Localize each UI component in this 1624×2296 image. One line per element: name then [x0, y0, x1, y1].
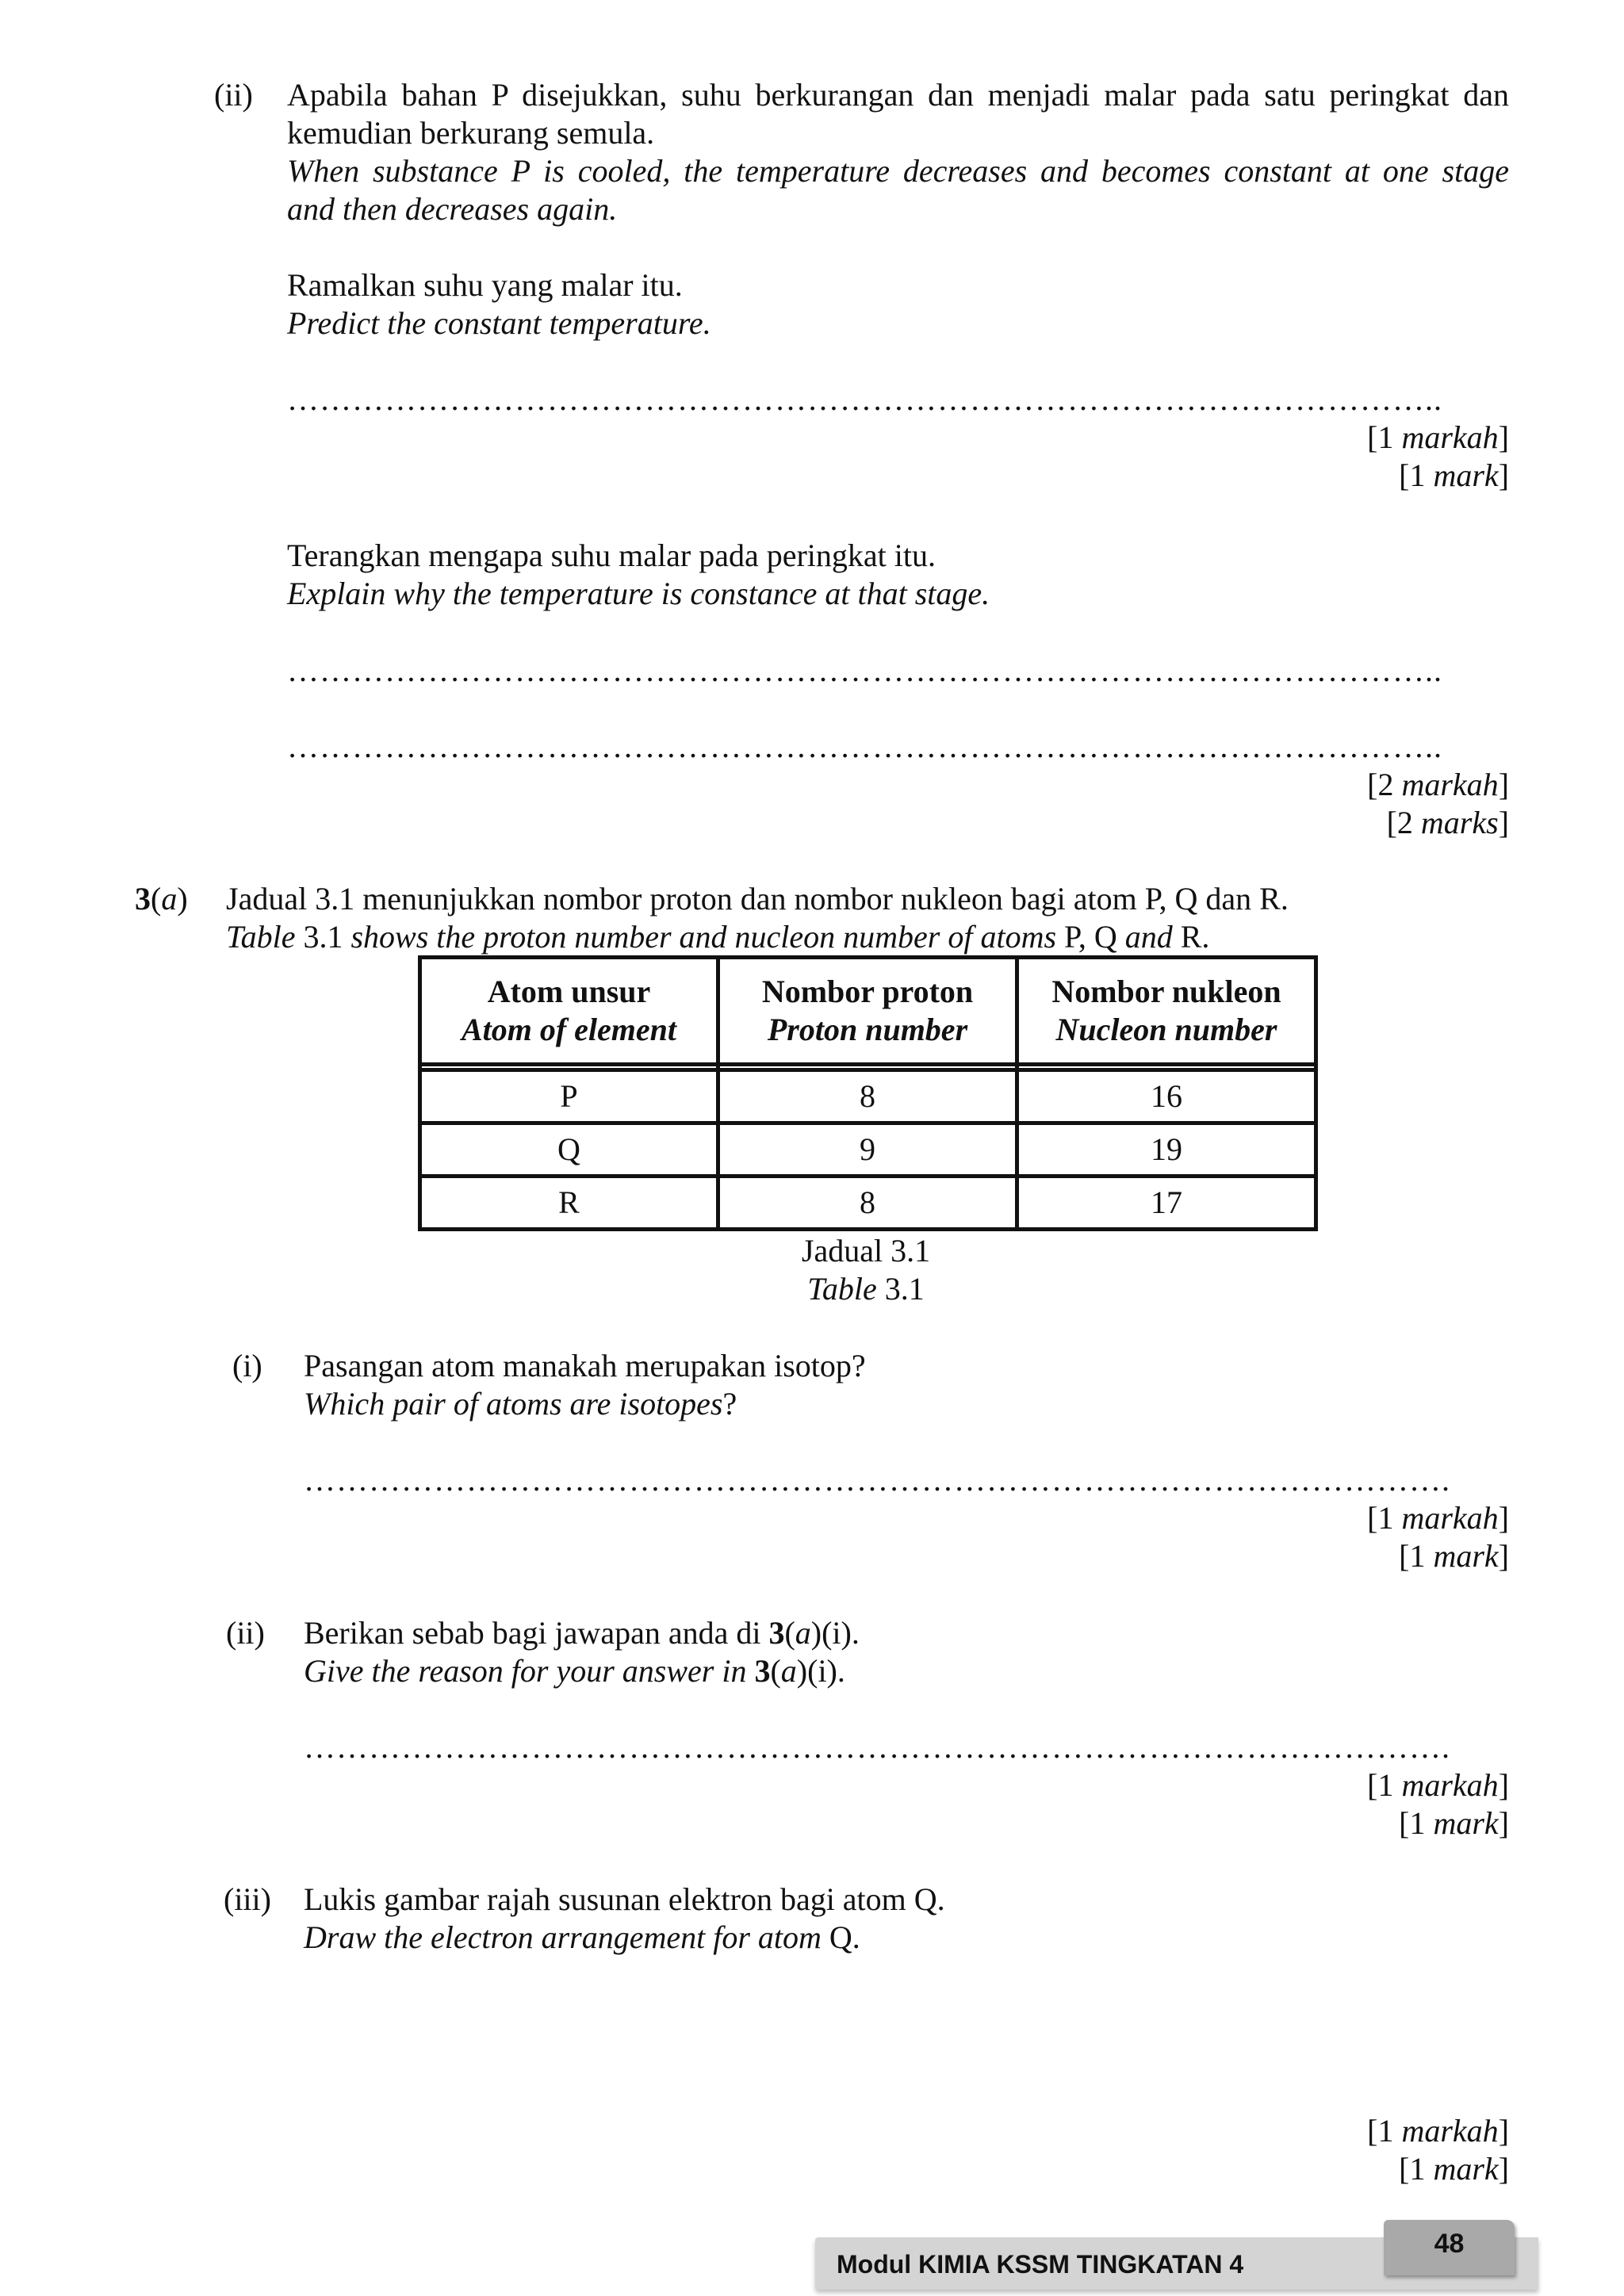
question-intro-en: Table 3.1 shows the proton number and nucleon number of atoms P, Q and R. [226, 919, 1210, 955]
mark-allocation-en: [1 mark] [1399, 1805, 1509, 1841]
question-text-ms-line1: Apabila bahan P disejukkan, suhu berkurangan dan menjadi malar pada satu peringkat dan [287, 77, 1509, 113]
table-row [420, 1070, 1316, 1123]
table-cell: 8 [718, 1070, 1017, 1123]
module-title: Modul KIMIA KSSM TINGKATAN 4 [837, 2250, 1244, 2279]
page-number: 48 [1434, 2229, 1465, 2259]
question-text-ms: Lukis gambar rajah susunan elektron bagi atom Q. [304, 1881, 945, 1917]
answer-line[interactable]: …………………………………………………………………………………………….. [287, 652, 1442, 688]
column-header-nucleon: Nombor nukleon Nucleon number [1017, 958, 1316, 1065]
table-cell: Q [420, 1123, 718, 1177]
question-text-en-line1: When substance P is cooled, the temperature decreases and becomes constant at one stage [287, 153, 1509, 189]
table-cell: 8 [718, 1177, 1017, 1230]
table-caption-ms: Jadual 3.1 [801, 1233, 931, 1269]
question-text-en: Draw the electron arrangement for atom Q. [304, 1919, 860, 1955]
explain-prompt-ms: Terangkan mengapa suhu malar pada peringkat itu. [287, 538, 936, 573]
table-cell: 19 [1017, 1123, 1316, 1177]
question-number-i: (i) [232, 1348, 262, 1383]
column-header-atom: Atom unsur Atom of element [420, 958, 718, 1065]
question-text-en: Which pair of atoms are isotopes? [304, 1386, 737, 1422]
answer-line[interactable]: …………………………………………………………………………………………….. [287, 729, 1442, 764]
mark-allocation-en: [2 marks] [1386, 805, 1509, 840]
question-text-en-line2: and then decreases again. [287, 191, 618, 227]
table-row [420, 1177, 1316, 1230]
question-number-3a: 3(a) [135, 881, 188, 916]
proton-nucleon-table [418, 955, 1318, 1231]
mark-allocation-ms: [1 markah] [1367, 1500, 1509, 1536]
question-intro-ms: Jadual 3.1 menunjukkan nombor proton dan nombor nukleon bagi atom P, Q dan R. [226, 881, 1289, 916]
mark-allocation-en: [1 mark] [1399, 1538, 1509, 1574]
answer-line[interactable]: ……………………………………………………………………………………………. [304, 1729, 1450, 1765]
question-text-ms: Pasangan atom manakah merupakan isotop? [304, 1348, 866, 1383]
table-cell: 17 [1017, 1177, 1316, 1230]
column-header-proton: Nombor proton Proton number [718, 958, 1017, 1065]
answer-line[interactable]: ……………………………………………………………………………………………. [304, 1462, 1450, 1498]
table-cell: P [420, 1070, 718, 1123]
table-cell: 16 [1017, 1070, 1316, 1123]
table-cell: R [420, 1177, 718, 1230]
predict-prompt-ms: Ramalkan suhu yang malar itu. [287, 267, 683, 303]
table-row [420, 1123, 1316, 1177]
mark-allocation-ms: [1 markah] [1367, 2113, 1509, 2149]
question-text-ms: Berikan sebab bagi jawapan anda di 3(a)(i). [304, 1615, 860, 1651]
question-text-ms-line2: kemudian berkurang semula. [287, 115, 655, 151]
mark-allocation-en: [1 mark] [1399, 457, 1509, 493]
mark-allocation-ms: [1 markah] [1367, 419, 1509, 455]
table-caption-en: Table 3.1 [807, 1271, 925, 1307]
drawing-area[interactable] [304, 1966, 1509, 2101]
predict-prompt-en: Predict the constant temperature. [287, 305, 711, 341]
question-number-2-ii: (ii) [214, 77, 253, 113]
table-cell: 9 [718, 1123, 1017, 1177]
question-number-ii: (ii) [226, 1615, 265, 1651]
table-header-row [420, 958, 1316, 1065]
explain-prompt-en: Explain why the temperature is constance at that stage. [287, 576, 990, 611]
question-number-iii: (iii) [224, 1881, 271, 1917]
answer-line[interactable]: …………………………………………………………………………………………….. [287, 381, 1442, 417]
question-text-en: Give the reason for your answer in 3(a)(i). [304, 1653, 845, 1689]
mark-allocation-en: [1 mark] [1399, 2151, 1509, 2187]
mark-allocation-ms: [2 markah] [1367, 767, 1509, 802]
mark-allocation-ms: [1 markah] [1367, 1767, 1509, 1803]
